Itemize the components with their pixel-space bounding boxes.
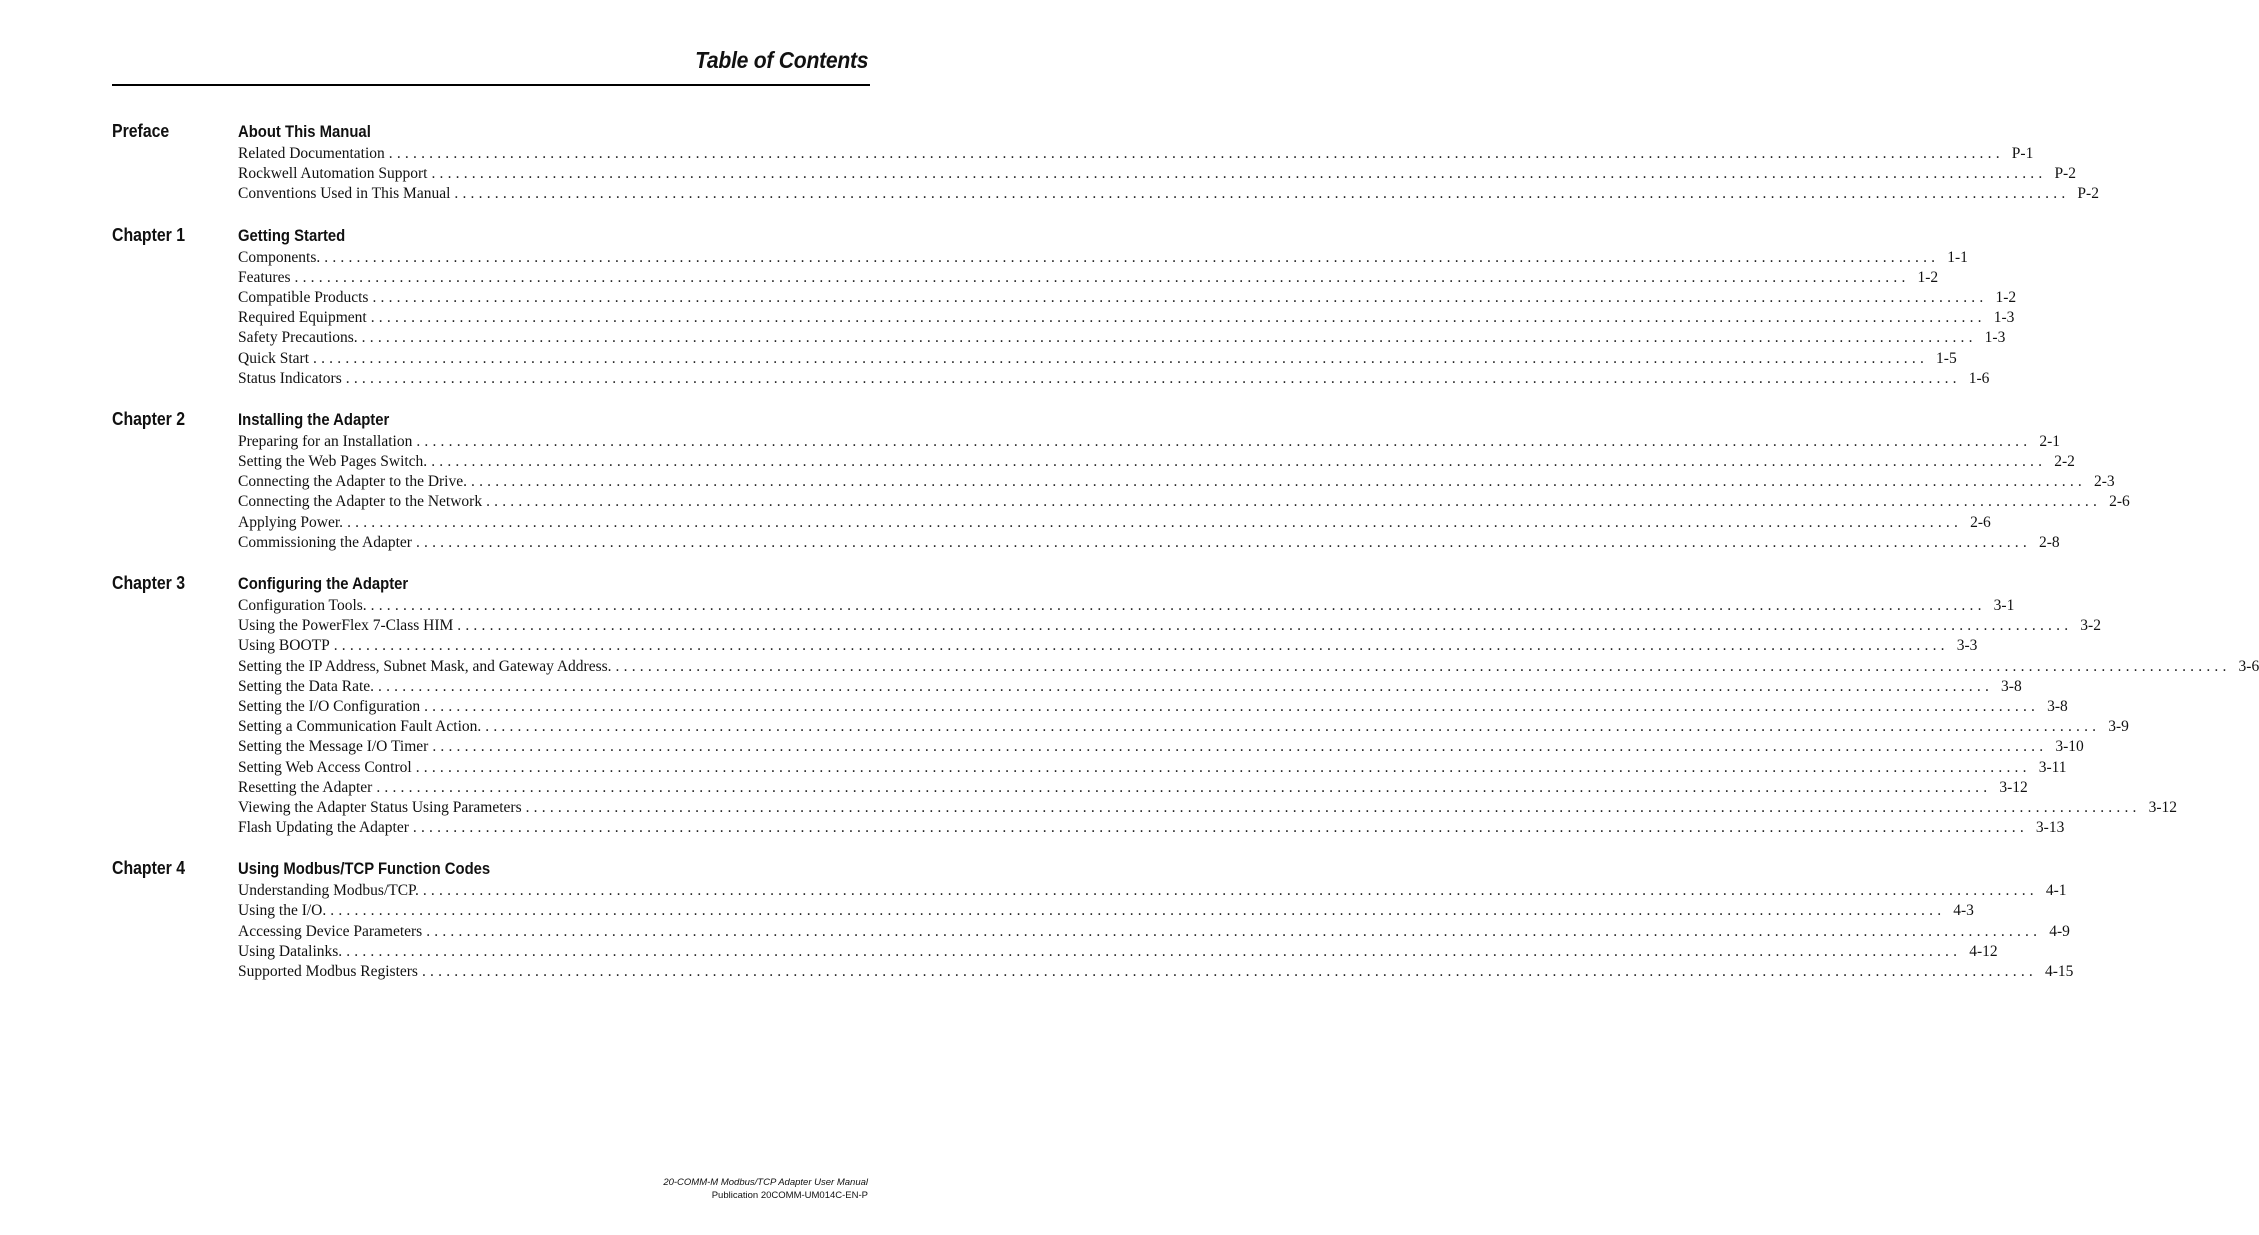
dot-leader: ........................................................................................................................................................................................................ (412, 819, 2028, 837)
toc-entry-title: Using the I/O. (238, 902, 327, 920)
toc-entry-page-number: 4-1 (2045, 882, 2067, 900)
toc-entry-page-number: 2-2 (2054, 453, 2075, 471)
toc-section (0, 857, 2074, 982)
section-body (238, 408, 2130, 553)
dot-leader: ........................................................................................................................................................................................................ (525, 798, 2141, 816)
dot-leader: ........................................................................................................................................................................................................ (347, 513, 1963, 531)
footer-publication-number: Publication 20COMM-UM014C-EN-P (711, 1190, 868, 1201)
toc-entry-page-number: 3-13 (2035, 819, 2065, 837)
dot-leader: ........................................................................................................................................................................................................ (416, 432, 2032, 450)
toc-entry-title: Setting the Web Pages Switch. (238, 453, 428, 471)
toc-entry-page-number: 3-2 (2080, 617, 2101, 635)
toc-entry-title: Rockwell Automation Support (238, 165, 428, 183)
toc-entry[interactable] (238, 184, 2099, 204)
toc-entry-title: Setting the Data Rate. (238, 677, 375, 695)
toc-entry-page-number: 3-9 (2108, 718, 2129, 736)
toc-entry-page-number: 3-11 (2038, 758, 2067, 776)
dot-leader: ........................................................................................................................................................................................................ (376, 778, 1992, 796)
toc-section (0, 224, 2017, 389)
section-body (238, 857, 2074, 982)
toc-entry[interactable] (238, 717, 2129, 737)
dot-leader: ........................................................................................................................................................................................................ (346, 942, 1962, 960)
toc-entry-page-number: 1-1 (1947, 248, 1968, 266)
dot-leader: ........................................................................................................................................................................................................ (432, 738, 2048, 756)
toc-entry-title: Viewing the Adapter Status Using Parameters (238, 798, 522, 816)
section-heading[interactable]: Getting Started (238, 226, 346, 245)
dot-leader: ........................................................................................................................................................................................................ (486, 493, 2102, 511)
dot-leader: ........................................................................................................................................................................................................ (372, 288, 1988, 306)
toc-entry[interactable] (238, 942, 1998, 962)
toc-entry[interactable] (238, 616, 2101, 636)
toc-entry-title: Related Documentation (238, 145, 385, 162)
toc-entry-page-number: 1-5 (1936, 349, 1957, 367)
toc-entry-page-number: 1-3 (1993, 309, 2015, 327)
toc-entry[interactable] (238, 513, 1991, 533)
toc-entry-page-number: 2-6 (2109, 493, 2130, 511)
section-label: Chapter 4 (112, 858, 186, 879)
table-of-contents (0, 120, 2259, 1001)
toc-entry[interactable] (238, 818, 2065, 838)
dot-leader: ........................................................................................................................................................................................................ (424, 697, 2040, 715)
toc-entry-page-number: 3-8 (2001, 677, 2022, 695)
toc-entry-page-number: P-2 (2054, 165, 2076, 183)
toc-entry-title: Components. (238, 248, 321, 266)
toc-entry[interactable] (238, 636, 1978, 656)
toc-entry[interactable] (238, 472, 2115, 492)
toc-entry-page-number: 4-3 (1953, 902, 1974, 920)
toc-entry-title: Connecting the Adapter to the Network (238, 493, 483, 511)
toc-entry[interactable] (238, 737, 2084, 757)
toc-entry-page-number: 3-8 (2047, 697, 2068, 715)
toc-entry-page-number: 3-10 (2055, 738, 2084, 756)
toc-entry[interactable] (238, 164, 2076, 184)
dot-leader: ........................................................................................................................................................................................................ (324, 248, 1940, 266)
toc-entry[interactable] (238, 308, 2015, 328)
toc-entry-title: Flash Updating the Adapter (238, 819, 409, 837)
toc-entry-page-number: 2-6 (1970, 513, 1991, 531)
toc-entry-title: Conventions Used in This Manual (238, 185, 451, 203)
dot-leader: ........................................................................................................................................................................................................ (361, 329, 1977, 347)
toc-entry[interactable] (238, 758, 2067, 778)
toc-section (0, 408, 2130, 553)
page-footer (663, 1176, 868, 1202)
dot-leader: ........................................................................................................................................................................................................ (294, 268, 1910, 286)
toc-entry-page-number: 1-2 (1917, 268, 1939, 286)
toc-entry-title: Using Datalinks. (238, 942, 343, 960)
section-body (238, 224, 2017, 389)
toc-entry-title: Applying Power. (238, 513, 344, 531)
dot-leader: ........................................................................................................................................................................................................ (426, 922, 2042, 940)
dot-leader: ........................................................................................................................................................................................................ (431, 453, 2047, 471)
toc-entry-page-number: 2-1 (2039, 432, 2060, 450)
toc-entry-page-number: P-1 (2011, 145, 2034, 162)
toc-entry-title: Understanding Modbus/TCP. (238, 882, 419, 900)
dot-leader: ........................................................................................................................................................................................................ (388, 145, 2004, 162)
toc-entry-title: Connecting the Adapter to the Drive. (238, 473, 467, 491)
toc-entry-page-number: 3-6 (2238, 657, 2259, 675)
dot-leader: ........................................................................................................................................................................................................ (615, 657, 2231, 675)
toc-entry[interactable] (238, 144, 2034, 164)
toc-entry[interactable] (238, 492, 2130, 512)
toc-entry-page-number: 3-12 (1999, 778, 2028, 796)
dot-leader: ........................................................................................................................................................................................................ (313, 349, 1929, 367)
toc-entry-page-number: 2-3 (2094, 473, 2115, 491)
dot-leader: ........................................................................................................................................................................................................ (330, 902, 1946, 920)
toc-section (0, 120, 2099, 205)
toc-entry[interactable] (238, 349, 1957, 369)
toc-entry[interactable] (238, 328, 2006, 348)
dot-leader: ........................................................................................................................................................................................................ (378, 677, 1994, 695)
toc-entry-page-number: 4-9 (2049, 922, 2070, 940)
toc-entry-title: Preparing for an Installation (238, 432, 413, 450)
page-title: Table of Contents (694, 47, 868, 73)
toc-entry-title: Setting the I/O Configuration (238, 697, 421, 715)
dot-leader: ........................................................................................................................................................................................................ (471, 473, 2086, 491)
toc-entry-title: Safety Precautions. (238, 329, 358, 347)
dot-leader: ........................................................................................................................................................................................................ (485, 718, 2101, 736)
section-label: Chapter 1 (112, 224, 186, 245)
toc-entry[interactable] (238, 798, 2178, 818)
dot-leader: ........................................................................................................................................................................................................ (370, 309, 1986, 327)
toc-entry[interactable] (238, 778, 2028, 798)
toc-entry-title: Quick Start (238, 349, 310, 367)
toc-entry-page-number: 3-3 (1956, 637, 1978, 655)
section-label: Chapter 2 (112, 408, 186, 429)
dot-leader: ........................................................................................................................................................................................................ (431, 165, 2047, 183)
dot-leader: ........................................................................................................................................................................................................ (345, 369, 1961, 387)
toc-entry[interactable] (238, 677, 2022, 697)
toc-entry[interactable] (238, 901, 1974, 921)
title-divider (112, 84, 870, 86)
toc-entry[interactable] (238, 697, 2068, 717)
dot-leader: ........................................................................................................................................................................................................ (415, 758, 2031, 776)
section-body (238, 120, 2099, 205)
toc-entry[interactable] (238, 268, 1939, 288)
toc-entry[interactable] (238, 533, 2060, 553)
section-heading[interactable]: About This Manual (238, 123, 371, 141)
dot-leader: ........................................................................................................................................................................................................ (457, 617, 2073, 635)
toc-entry[interactable] (238, 432, 2060, 452)
dot-leader: ........................................................................................................................................................................................................ (370, 597, 1986, 614)
toc-entry-page-number: 4-12 (1969, 942, 1998, 960)
dot-leader: ........................................................................................................................................................................................................ (422, 882, 2038, 900)
toc-entry-page-number: 1-6 (1968, 369, 1990, 387)
toc-entry-title: Using BOOTP (238, 637, 330, 655)
section-heading[interactable]: Configuring the Adapter (238, 575, 409, 593)
toc-entry-page-number: P-2 (2077, 185, 2099, 203)
toc-entry-page-number: 3-12 (2148, 798, 2178, 816)
section-heading[interactable]: Installing the Adapter (238, 410, 390, 429)
dot-leader: ........................................................................................................................................................................................................ (421, 963, 2037, 980)
dot-leader: ........................................................................................................................................................................................................ (415, 533, 2031, 551)
toc-entry-title: Setting a Communication Fault Action. (238, 718, 482, 736)
toc-entry-title: Accessing Device Parameters (238, 922, 423, 940)
toc-entry-page-number: 1-2 (1995, 288, 2017, 306)
toc-entry-title: Commissioning the Adapter (238, 533, 412, 551)
toc-entry[interactable] (238, 922, 2070, 942)
toc-section (0, 572, 2259, 838)
section-label: Chapter 3 (112, 573, 186, 593)
toc-entry-title: Setting the Message I/O Timer (238, 738, 429, 756)
toc-entry[interactable] (238, 369, 1990, 389)
dot-leader: ........................................................................................................................................................................................................ (333, 637, 1949, 655)
section-body (238, 572, 2259, 838)
dot-leader: ........................................................................................................................................................................................................ (454, 185, 2070, 203)
toc-entry-title: Configuration Tools. (238, 597, 367, 614)
toc-entry-title: Compatible Products (238, 288, 369, 306)
toc-entry[interactable] (238, 288, 2017, 308)
toc-entry-page-number: 4-15 (2044, 963, 2074, 980)
section-label: Preface (112, 121, 170, 141)
toc-entry-title: Required Equipment (238, 309, 367, 327)
toc-entry-title: Setting Web Access Control (238, 758, 412, 776)
toc-entry-page-number: 1-3 (1984, 329, 2006, 347)
toc-entry[interactable] (238, 657, 2259, 677)
toc-entry-title: Using the PowerFlex 7-Class HIM (238, 617, 454, 635)
toc-entry-title: Resetting the Adapter (238, 778, 373, 796)
toc-entry[interactable] (238, 452, 2075, 472)
footer-manual-title: 20-COMM-M Modbus/TCP Adapter User Manual (663, 1177, 868, 1188)
section-heading[interactable]: Using Modbus/TCP Function Codes (238, 860, 491, 879)
toc-entry[interactable] (238, 596, 2015, 616)
toc-entry-page-number: 3-1 (1993, 597, 2015, 614)
toc-entry[interactable] (238, 962, 2074, 982)
toc-entry[interactable] (238, 248, 1968, 268)
toc-entry-title: Supported Modbus Registers (238, 963, 418, 980)
toc-entry[interactable] (238, 881, 2067, 901)
toc-entry-title: Setting the IP Address, Subnet Mask, and Gateway Address. (238, 657, 612, 675)
toc-entry-title: Status Indicators (238, 369, 342, 387)
toc-entry-title: Features (238, 268, 291, 286)
toc-entry-page-number: 2-8 (2038, 533, 2060, 551)
